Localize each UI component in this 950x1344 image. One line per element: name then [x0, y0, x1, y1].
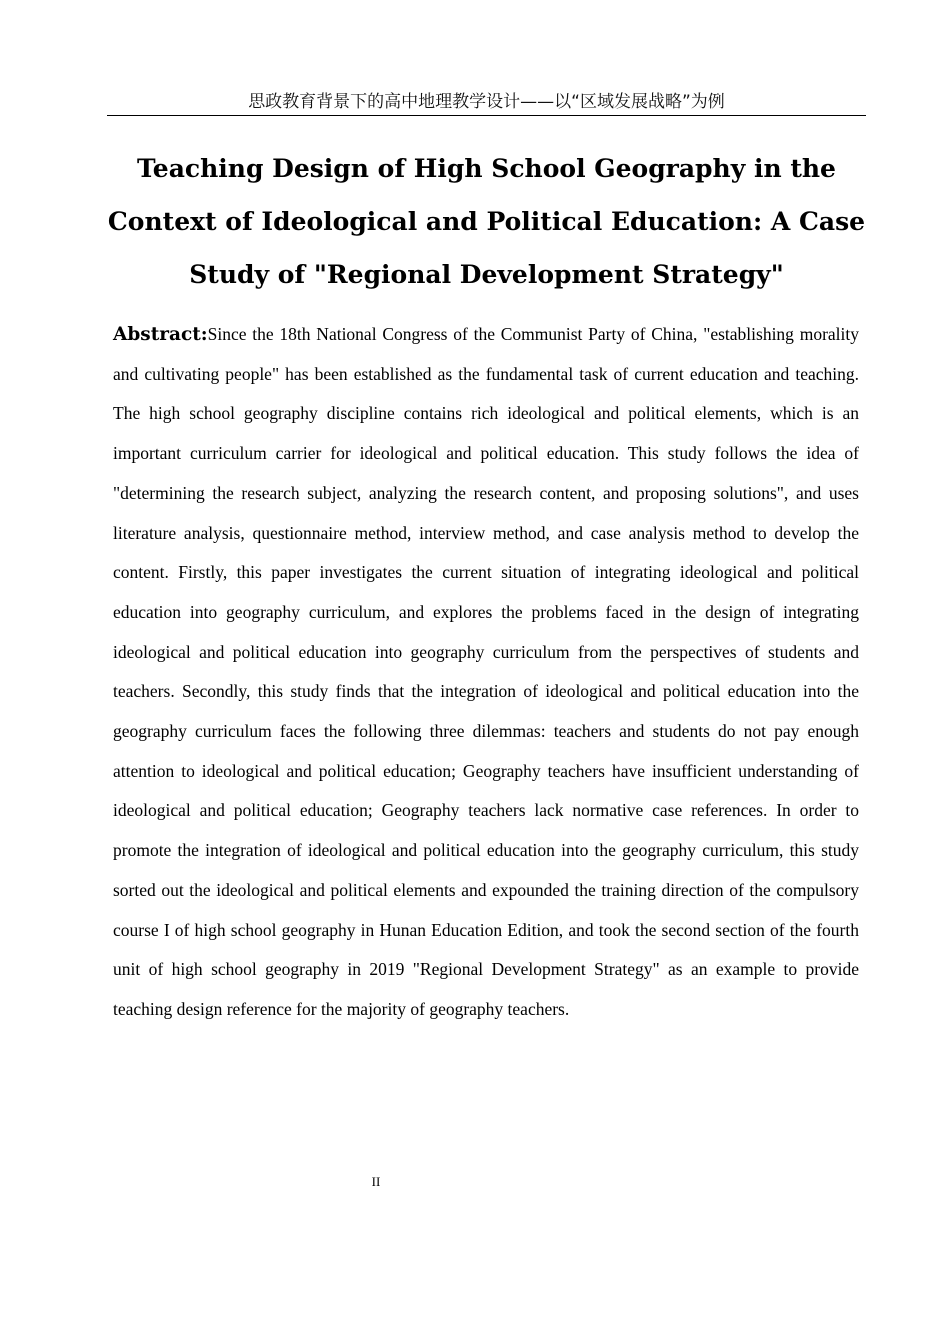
abstract-text: Since the 18th National Congress of the Communist Party of China, "establishing morality and cultivating people" has been established as the fundamental task of current education and teaching. The high school geography discipline contains rich ideological and political elements, which is an important curriculum carrier for ideological and political education. This study follows the idea of "determining the research subject, analyzing the research content, and proposing solutions", and uses literature analysis, questionnaire method, interview method, and case analysis method to develop the content. Firstly, this paper investigates the current situation of integrating ideological and political education into geography curriculum, and explores the problems faced in the design of integrating ideological and political education into geography curriculum from the perspectives of students and teachers. Secondly, this study finds that the integration of ideological and political education into the geography curriculum faces the following three dilemmas: teachers and students do not pay enough attention to ideological and political education; Geography teachers have insufficient understanding of ideological and political education; Geography teachers lack normative case references. In order to promote the integration of ideological and political education into the geography curriculum, this study sorted out the ideological and political elements and expounded the training direction of the compulsory course I of high school geography in Hunan Education Edition, and took the second section of the fourth unit of high school geography in 2019 "Regional Development Strategy" as an example to provide teaching design reference for the majority of geography teachers.: [113, 324, 859, 1019]
abstract-label: Abstract:: [113, 324, 208, 345]
paper-title: Teaching Design of High School Geography in the Context of Ideological and Political Education: A Case Study of "Regional Development Strategy": [107, 154, 866, 289]
abstract: [113, 315, 859, 1030]
running-header: 思政教育背景下的高中地理教学设计——以“区域发展战略”为例: [107, 89, 866, 116]
page-number: II: [371, 1174, 381, 1189]
